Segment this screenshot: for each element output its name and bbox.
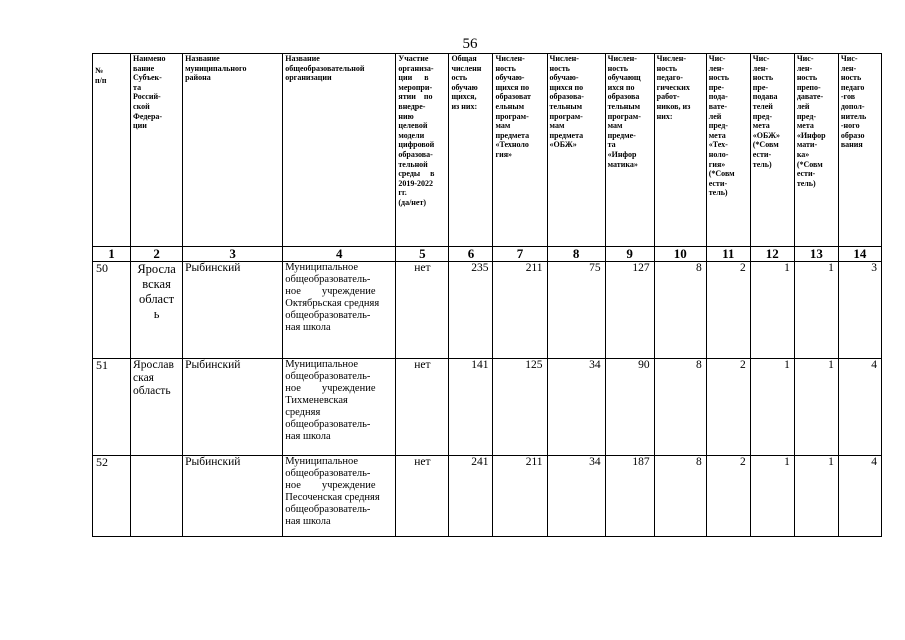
column-number: 6	[449, 247, 493, 262]
header-line: ихся по	[607, 82, 635, 92]
header-line: ести-	[796, 169, 816, 179]
header-line: мати-	[796, 140, 818, 150]
inf-students: 90	[605, 359, 654, 456]
column-number: 7	[493, 247, 547, 262]
header-line: численн	[451, 63, 482, 73]
header-line: -ного	[840, 121, 860, 131]
organization-name-line: ная школа	[285, 516, 331, 527]
header-line: ность	[840, 73, 862, 83]
header-line: нию	[398, 111, 414, 121]
organization-name-line: общеобразователь-	[285, 468, 371, 479]
header-line: Чис-	[840, 54, 858, 63]
header-line: обучаю	[451, 82, 478, 92]
header-line: обучающ	[607, 73, 641, 83]
organization-name-line: Октябрьская средняя	[285, 298, 380, 309]
table-row	[93, 262, 882, 359]
column-header-3	[183, 54, 283, 247]
header-line: (*Совм	[796, 159, 823, 169]
header-line: педаго	[840, 82, 865, 92]
header-line: Чис-	[752, 54, 770, 63]
organization-name-line: ное учреждение	[285, 383, 376, 394]
district-name: Рыбинский	[183, 359, 283, 456]
header-line: обучаю-	[495, 73, 525, 83]
column-header-4	[283, 54, 396, 247]
header-line: ельным	[495, 101, 525, 111]
header-line: тельным	[549, 101, 583, 111]
header-row	[93, 54, 882, 247]
district-name: Рыбинский	[183, 262, 283, 359]
header-line: из них:	[451, 101, 478, 111]
page-number: 56	[462, 36, 478, 52]
header-line: «Тех-	[708, 140, 728, 150]
header-line: Числен-	[549, 54, 579, 63]
header-line: мета	[796, 121, 814, 131]
header-line: среды в	[398, 169, 435, 179]
header-line: внедре-	[398, 101, 426, 111]
total-students: 241	[449, 456, 493, 537]
header-line: ость	[451, 73, 468, 83]
header-line: мета	[752, 121, 770, 131]
participation: нет	[396, 359, 449, 456]
header-line: «ОБЖ»	[752, 130, 780, 140]
header-line: ность	[607, 63, 628, 73]
organization-name-line: общеобразователь-	[285, 310, 371, 321]
header-line: Федера-	[133, 111, 163, 121]
header-line: вание	[133, 63, 155, 73]
header-line: давате-	[796, 92, 824, 102]
header-line: предмета	[549, 130, 584, 140]
header-line: ность	[549, 63, 570, 73]
organization-name-line: Тихменевская	[285, 395, 348, 406]
header-line: та	[607, 140, 616, 150]
header-line: мам	[607, 121, 623, 131]
column-number: 5	[396, 247, 449, 262]
column-header-1	[93, 54, 131, 247]
obzh-teachers: 1	[750, 359, 794, 456]
header-line: програм-	[495, 111, 529, 121]
header-line: ников, из	[656, 101, 691, 111]
header-line: организации	[285, 73, 332, 83]
header-line: предме-	[607, 130, 636, 140]
organization-name-line: Муниципальное	[285, 359, 359, 370]
header-line: образоват	[495, 92, 531, 102]
organization-name-line: ная школа	[285, 431, 331, 442]
header-line: модели	[398, 130, 425, 140]
header-line: лей	[796, 101, 810, 111]
header-line: ноло-	[708, 149, 729, 159]
header-line: пода-	[708, 92, 728, 102]
organization-name-line: ная школа	[285, 322, 331, 333]
tech-teachers: 2	[706, 359, 750, 456]
header-line: ность	[796, 73, 818, 83]
header-line: педаго-	[656, 73, 683, 83]
column-header-11	[706, 54, 750, 247]
header-line: (да/нет)	[398, 197, 427, 207]
header-line: образова-	[398, 149, 433, 159]
header-line: мета	[708, 130, 726, 140]
region-name	[131, 359, 183, 456]
header-line: муниципального	[185, 63, 247, 73]
participation: нет	[396, 456, 449, 537]
header-line: вате-	[708, 101, 727, 111]
header-line: мам	[549, 121, 565, 131]
organization-name	[283, 262, 396, 359]
header-line: цифровой	[398, 140, 435, 150]
header-line: препо-	[796, 82, 821, 92]
header-line: пред-	[752, 111, 772, 121]
teachers-count: 8	[654, 262, 706, 359]
header-line: пред-	[796, 111, 817, 121]
column-number: 3	[183, 247, 283, 262]
obzh-students: 75	[547, 262, 605, 359]
header-line: Чис-	[796, 54, 814, 63]
header-line: та	[133, 82, 142, 92]
header-line: лен-	[708, 63, 725, 73]
header-line: работ-	[656, 92, 680, 102]
header-line: ность	[708, 73, 730, 83]
organization-name-line: средняя	[285, 407, 321, 418]
column-number: 10	[654, 247, 706, 262]
region-name-line: ская	[133, 372, 154, 384]
organization-name-line: общеобразователь-	[285, 419, 371, 430]
header-line: организа-	[398, 63, 434, 73]
organization-name-line: Муниципальное	[285, 456, 359, 467]
header-line: допол-	[840, 101, 865, 111]
column-header-7	[493, 54, 547, 247]
header-line: целевой	[398, 121, 428, 131]
column-header-9	[605, 54, 654, 247]
header-line: ции	[133, 121, 147, 131]
header-line: тель)	[708, 188, 728, 198]
inf-teachers: 1	[794, 262, 838, 359]
column-number: 9	[605, 247, 654, 262]
header-line: (*Совм	[708, 169, 735, 179]
organization-name-line: общеобразователь-	[285, 371, 371, 382]
inf-teachers: 1	[794, 359, 838, 456]
header-line: ской	[133, 101, 150, 111]
table-row	[93, 359, 882, 456]
header-line: Россий-	[133, 92, 161, 102]
header-line: Субъек-	[133, 73, 162, 83]
data-table	[92, 53, 882, 537]
header-line: програм-	[549, 111, 583, 121]
header-line: ность	[752, 73, 774, 83]
column-header-8	[547, 54, 605, 247]
column-header-12	[750, 54, 794, 247]
teachers-count: 8	[654, 359, 706, 456]
region-name-line: Ярослав	[133, 359, 174, 371]
organization-name-line: Муниципальное	[285, 262, 359, 273]
column-header-6	[449, 54, 493, 247]
header-line: района	[185, 73, 211, 83]
header-line: щихся,	[451, 92, 477, 102]
region-name-line: вская	[142, 277, 171, 291]
header-line: гия»	[495, 149, 513, 159]
header-line: меропри-	[398, 82, 433, 92]
header-line: ка»	[796, 149, 810, 159]
header-line: «Инфор	[607, 149, 637, 159]
header-line: ность	[656, 63, 677, 73]
column-number: 12	[750, 247, 794, 262]
header-line: ность	[495, 63, 516, 73]
region-name	[131, 456, 183, 537]
organization-name-line: Песоченская средняя	[285, 492, 380, 503]
organization-name	[283, 359, 396, 456]
header-line: ции в	[398, 73, 429, 83]
header-line: матика»	[607, 159, 638, 169]
header-line: №	[95, 66, 104, 75]
header-line: вания	[840, 140, 863, 150]
column-header-5	[396, 54, 449, 247]
table-row	[93, 456, 882, 537]
header-line: тельным	[607, 101, 641, 111]
extra-teachers: 4	[838, 359, 881, 456]
row-number: 51	[93, 359, 131, 456]
header-line: обучаю-	[549, 73, 579, 83]
header-line: п/п	[95, 75, 107, 85]
header-line: Числен-	[607, 54, 637, 63]
organization-name-line: общеобразователь-	[285, 274, 371, 285]
obzh-students: 34	[547, 359, 605, 456]
header-line: (*Совм	[752, 140, 779, 150]
organization-name-line: ное учреждение	[285, 480, 376, 491]
extra-teachers: 3	[838, 262, 881, 359]
header-line: пре-	[708, 82, 724, 92]
tech-students: 125	[493, 359, 547, 456]
header-line: образо	[840, 130, 865, 140]
column-header-10	[654, 54, 706, 247]
column-number: 11	[706, 247, 750, 262]
header-line: телей	[752, 101, 773, 111]
total-students: 235	[449, 262, 493, 359]
tech-teachers: 2	[706, 456, 750, 537]
header-line: гических	[656, 82, 690, 92]
header-line: тель)	[796, 178, 816, 188]
header-line: Общая	[451, 54, 477, 63]
header-line: лен-	[796, 63, 813, 73]
header-line: тельной	[398, 159, 428, 169]
header-line: нитель	[840, 111, 867, 121]
header-line: гия»	[708, 159, 726, 169]
header-line: ести-	[752, 149, 772, 159]
tech-teachers: 2	[706, 262, 750, 359]
inf-students: 187	[605, 456, 654, 537]
header-line: гг.	[398, 188, 407, 198]
header-line: ятии по	[398, 92, 433, 102]
inf-students: 127	[605, 262, 654, 359]
header-line: мам	[495, 121, 511, 131]
participation: нет	[396, 262, 449, 359]
column-number: 1	[93, 247, 131, 262]
header-line: 2019-2022	[398, 178, 434, 188]
header-line: них:	[656, 111, 673, 121]
tech-students: 211	[493, 262, 547, 359]
header-line: Чис-	[708, 54, 726, 63]
inf-teachers: 1	[794, 456, 838, 537]
row-number: 52	[93, 456, 131, 537]
header-line: «ОБЖ»	[549, 140, 577, 150]
header-line: щихся по	[549, 82, 584, 92]
organization-name-line: ное учреждение	[285, 286, 376, 297]
column-number: 2	[131, 247, 183, 262]
total-students: 141	[449, 359, 493, 456]
region-name	[131, 262, 183, 359]
header-line: лен-	[752, 63, 769, 73]
organization-name-line: общеобразователь-	[285, 504, 371, 515]
header-line: -гов	[840, 92, 856, 102]
header-line: Наимено	[133, 54, 166, 63]
header-line: Название	[285, 54, 320, 63]
header-line: пре-	[752, 82, 769, 92]
header-line: образова	[607, 92, 640, 102]
header-line: тель)	[752, 159, 772, 169]
header-line: Название	[185, 54, 220, 63]
header-line: Числен-	[656, 54, 686, 63]
header-line: лен-	[840, 63, 857, 73]
teachers-count: 8	[654, 456, 706, 537]
header-line: «Техноло	[495, 140, 529, 150]
header-line: предмета	[495, 130, 530, 140]
obzh-students: 34	[547, 456, 605, 537]
header-line: лей	[708, 111, 722, 121]
header-line: Числен-	[495, 54, 525, 63]
extra-teachers: 4	[838, 456, 881, 537]
region-name-line: ь	[153, 307, 160, 321]
header-line: ести-	[708, 178, 728, 188]
column-number: 13	[794, 247, 838, 262]
tech-students: 211	[493, 456, 547, 537]
region-name-line: область	[133, 385, 171, 397]
column-number: 4	[283, 247, 396, 262]
column-number: 14	[838, 247, 881, 262]
header-line: образова-	[549, 92, 584, 102]
region-name-line: Яросла	[137, 262, 176, 276]
column-header-2	[131, 54, 183, 247]
region-name-line: област	[139, 292, 175, 306]
column-header-13	[794, 54, 838, 247]
header-line: пред-	[708, 121, 728, 131]
header-line: програм-	[607, 111, 641, 121]
column-header-14	[838, 54, 881, 247]
header-line: Участие	[398, 54, 429, 63]
obzh-teachers: 1	[750, 456, 794, 537]
header-line: общеобразовательной	[285, 63, 365, 73]
header-line: «Инфор	[796, 130, 826, 140]
row-number: 50	[93, 262, 131, 359]
header-line: подава	[752, 92, 778, 102]
obzh-teachers: 1	[750, 262, 794, 359]
header-line: щихся по	[495, 82, 530, 92]
organization-name	[283, 456, 396, 537]
district-name: Рыбинский	[183, 456, 283, 537]
column-number-row	[93, 247, 882, 262]
column-number: 8	[547, 247, 605, 262]
